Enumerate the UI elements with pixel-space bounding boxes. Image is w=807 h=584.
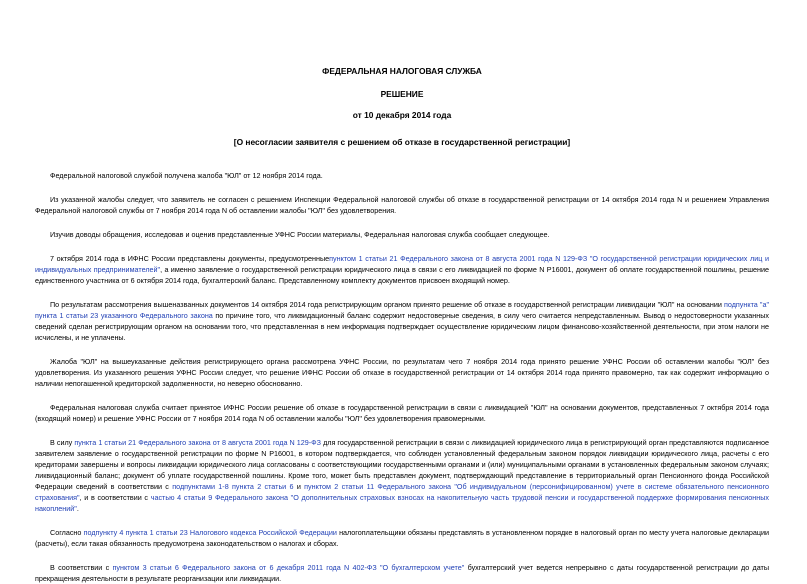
law-link-pension-accounting[interactable]: пунктом 2 статьи 11 Федерального закона "Об индивидуальном (персонифицированном) учете в системе обязательного пенсионного страхования": [35, 482, 770, 502]
paragraph-review-statement: Изучив доводы обращения, исследовав и оценив представленные УФНС России материалы, Федеральная налоговая служба сообщает следующее.: [50, 230, 550, 239]
text-segment: В силу: [50, 438, 75, 447]
document-type-heading: РЕШЕНИЕ: [380, 89, 424, 99]
law-link-art21-129fz[interactable]: пунктом 1 статьи 21 Федерального закона от 8 августа 2001 года N 129-ФЗ "О государственной регистрации юридических лиц и индивидуальных предпринимателей": [35, 254, 769, 274]
text-segment: В соответствии с: [50, 563, 113, 572]
text-segment: и: [293, 482, 305, 491]
law-link-art6-subparas[interactable]: подпунктами 1-8 пункта 2 статьи 6: [172, 482, 294, 491]
document-date: от 10 декабря 2014 года: [352, 110, 452, 120]
law-link-pension-contributions[interactable]: частью 4 статьи 9 Федерального закона "О дополнительных страховых взносах на накопительную часть трудовой пенсии и государственной поддержке формирования пенсионных накоплений": [35, 493, 770, 513]
text-segment: бухгалтерский учет ведется непрерывно с даты государственной регистрации до даты прекращения деятельности в результате реорганизации или ликвидации.: [35, 563, 769, 583]
paragraph-registration-requirements: [35, 437, 769, 514]
text-segment: 7 октября 2014 года в ИФНС России представлены документы, предусмотренные: [50, 254, 330, 263]
law-link-tax-code-art23[interactable]: подпункту 4 пункта 1 статьи 23 Налогового кодекса Российской Федерации: [83, 528, 337, 537]
paragraph-complaint-received: Федеральной налоговой службой получена жалоба "ЮЛ" от 12 ноября 2014 года.: [50, 171, 323, 180]
text-segment: налогоплательщики обязаны представлять в установленном порядке в налоговый орган по месту учета налоговые декларации (расчеты), если такая обязанность предусмотрена законодательством о налогах и сборах.: [35, 528, 770, 548]
text-segment: .: [76, 504, 79, 513]
text-segment: по причине того, что ликвидационный баланс содержит недостоверные сведения, в силу чего считается непредставленным. Вывод о недостоверности указанных сведений сделан регистрирующим органом на основании того, что представленная в нем информация подтверждает осуществление юридическим лицом финансово-хозяйственной деятельности, при этом налоги не исчислены, и не уплачены.: [35, 311, 769, 342]
text-segment: для государственной регистрации в связи с ликвидацией юридического лица в регистрирующий орган представляются подписанное заявителем заявление о государственной регистрации по форме N Р16001, в котором подтверждается, что соблюден установленный федеральным законом порядок ликвидации юридического лица, расчеты с его кредиторами завершены и вопросы ликвидации юридического лица согласованы с соответствующими государственными органами и (или) муниципальными органами в установленных федеральным законом случаях; ликвидационный баланс; документ об уплате государственной пошлины. Кроме того, может быть представлен документ, подтверждающий представление в территориальный орган Пенсионного фонда Российской Федерации сведений в соответствии с: [35, 438, 769, 491]
law-link-accounting-402fz[interactable]: пунктом 3 статьи 6 Федерального закона от 6 декабря 2011 года N 402-ФЗ "О бухгалтерском учете": [112, 563, 465, 572]
law-link-art23-subpara-a[interactable]: подпункта "а" пункта 1 статьи 23 указанного Федерального закона: [35, 300, 769, 320]
paragraph-complaint-content: Из указанной жалобы следует, что заявитель не согласен с решением Инспекции Федеральной налоговой службы об отказе в государственной регистрации от 14 октября 2014 года N и решением Управления Федеральной налоговой службы от 7 ноября 2014 года N об оставлении жалобы "ЮЛ" без удовлетворения.: [35, 195, 769, 215]
text-segment: , и в соответствии с: [79, 493, 151, 502]
paragraph-tax-declarations: [35, 527, 769, 549]
paragraph-fns-position: Федеральная налоговая служба считает принятое ИФНС России решение об отказе в государственной регистрации в связи с ликвидацией "ЮЛ" на основании документов, представленных 7 октября 2014 года (входящий номер) и решение УФНС России от 7 ноября 2014 года N об оставлении жалобы "ЮЛ" без удовлетворения правомерными.: [35, 403, 769, 423]
paragraph-accounting-law: [35, 562, 769, 584]
paragraph-refusal-decision: [35, 299, 769, 343]
text-segment: , а именно заявление о государственной регистрации юридического лица в связи с его ликвидацией по форме N Р16001, документ об оплате государственной пошлины, решение единственного участника от 6 октября 2014 года, бухгалтерский баланс. Представленному комплекту документов присвоен входящий номер.: [35, 265, 770, 285]
paragraph-documents-submitted: [35, 253, 769, 286]
law-link-art21-129fz-2[interactable]: пункта 1 статьи 21 Федерального закона от 8 августа 2001 года N 129-ФЗ: [74, 438, 321, 447]
agency-heading: ФЕДЕРАЛЬНАЯ НАЛОГОВАЯ СЛУЖБА: [322, 66, 482, 76]
text-segment: Согласно: [50, 528, 84, 537]
document-subject: [О несогласии заявителя с решением об отказе в государственной регистрации]: [233, 137, 571, 147]
text-segment: По результатам рассмотрения вышеназванных документов 14 октября 2014 года регистрирующим органом принято решение об отказе в государственной регистрации ликвидации "ЮЛ" на основании: [50, 300, 724, 309]
paragraph-complaint-review: Жалоба "ЮЛ" на вышеуказанные действия регистрирующего органа рассмотрена УФНС России, по результатам чего 7 ноября 2014 года принято решение УФНС России об оставлении жалобы "ЮЛ" без удовлетворения. Из указанного решения УФНС России следует, что решение ИФНС России об отказе в государственной регистрации от 14 октября 2014 года принято правомерно, так как содержит информацию о наличии непогашенной кредиторской задолженности, но неверно обоснованно.: [35, 357, 769, 388]
